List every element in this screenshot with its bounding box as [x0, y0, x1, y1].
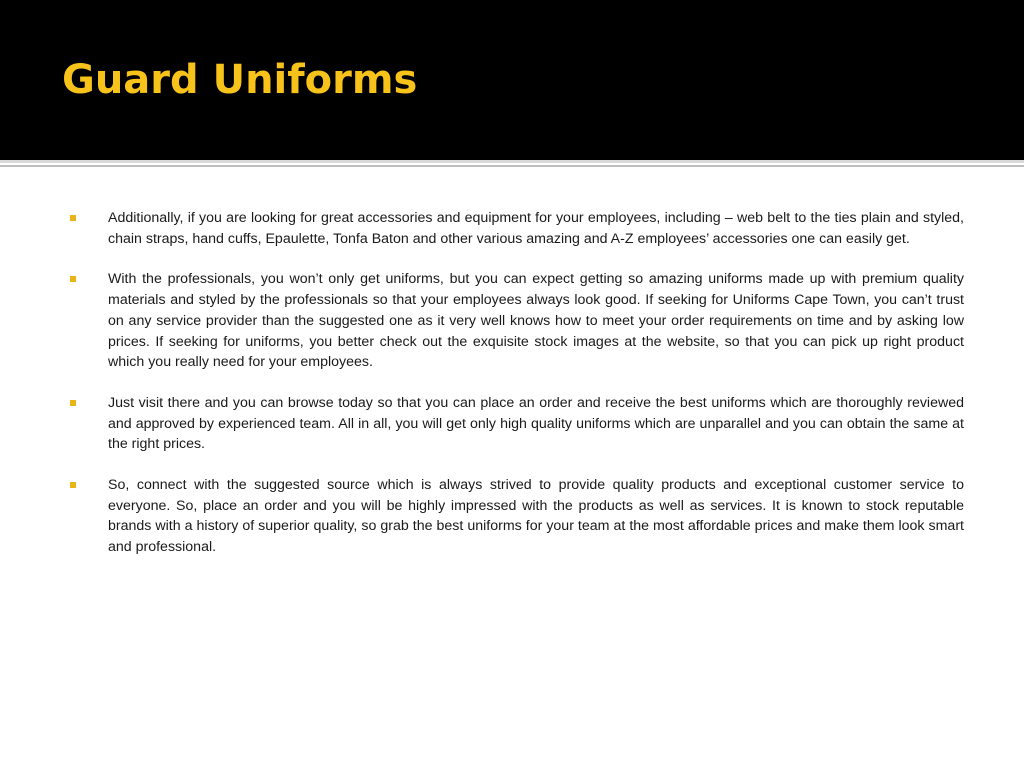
square-bullet-icon: [70, 215, 76, 221]
bullet-text: Additionally, if you are looking for great accessories and equipment for your employees, including – web belt to the ties plain and styled, chain straps, hand cuffs, Epaulette, Tonfa Baton and other various amazing and A-Z employees’ accessories one can easily get.: [108, 210, 964, 247]
bullet-list: [70, 208, 964, 578]
square-bullet-icon: [70, 482, 76, 488]
bullet-item: [70, 269, 964, 373]
bullet-text: Just visit there and you can browse today so that you can place an order and receive the best uniforms which are thoroughly reviewed and approved by experienced team. All in all, you will get only high quality uniforms which are unparallel and you can obtain the same at the right prices.: [108, 394, 964, 453]
square-bullet-icon: [70, 276, 76, 282]
square-bullet-icon: [70, 400, 76, 406]
title-divider-thin: [0, 165, 1024, 167]
bullet-item: [70, 475, 964, 558]
bullet-text: So, connect with the suggested source which is always strived to provide quality products and exceptional customer service to everyone. So, place an order and you will be highly impressed with the products as well as services. It is known to stock reputable brands with a history of superior quality, so grab the best uniforms for your team at the most affordable prices and make them look smart and professional.: [108, 477, 964, 556]
bullet-text: With the professionals, you won’t only get uniforms, but you can expect getting so amazing uniforms made up with premium quality materials and styled by the professionals so that your employees always look good. If seeking for Uniforms Cape Town, you can’t trust on any service provider than the suggested one as it very well knows how to meet your order requirements on time and by asking low prices. If seeking for uniforms, you better check out the exquisite stock images at the website, so that you can pick up right product which you really need for your employees.: [108, 271, 964, 371]
title-divider-thick: [0, 160, 1024, 163]
slide-title: Guard Uniforms: [62, 57, 418, 103]
title-bar: [0, 0, 1024, 160]
bullet-item: [70, 393, 964, 455]
bullet-item: [70, 208, 964, 249]
